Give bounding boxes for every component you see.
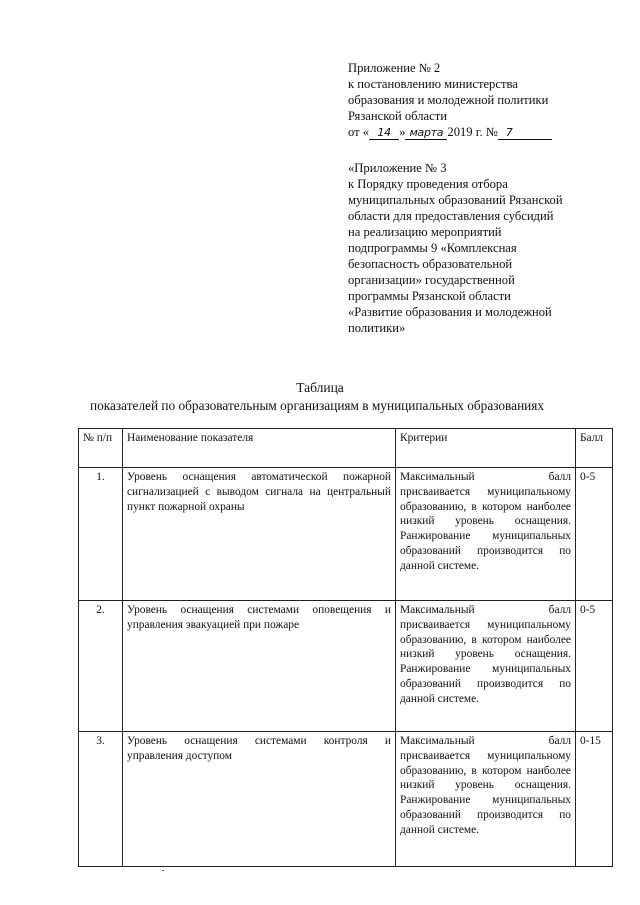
appendix-2-line-2: к постановлению министерства: [348, 77, 518, 91]
appendix-2-line-4: Рязанской области: [348, 109, 447, 123]
date-mid: »: [399, 125, 406, 139]
document-number-handwritten: 7: [498, 127, 552, 140]
row-indicator-name: Уровень оснащения системами оповещения и управления эвакуацией при пожаре: [123, 601, 396, 732]
row-criteria: Максимальный балл присваивается муниципальному образованию, в котором наиболее низкий уровень оснащения. Ранжирование муниципальных образований производится по данной системе.: [396, 601, 576, 732]
appendix-3-line: безопасность образовательной: [348, 257, 513, 271]
scan-speck: [162, 870, 164, 871]
header-indicator-name: Наименование показателя: [123, 429, 396, 468]
appendix-3-line: «Развитие образования и молодежной: [348, 305, 552, 319]
row-indicator-name: Уровень оснащения автоматической пожарной сигнализацией с выводом сигнала на центральный пункт пожарной охраны: [123, 468, 396, 601]
table-row: [79, 601, 613, 732]
date-day-handwritten: 14: [369, 127, 399, 140]
appendix-2-heading: Приложение № 2: [348, 61, 441, 75]
row-number: 3.: [79, 732, 123, 867]
table-row: [79, 732, 613, 867]
row-indicator-name: Уровень оснащения системами контроля и управления доступом: [123, 732, 396, 867]
table-header-row: [79, 429, 613, 468]
row-score: 0-15: [576, 732, 613, 867]
date-prefix: от «: [348, 125, 370, 139]
appendix-2-line-3: образования и молодежной политики: [348, 93, 549, 107]
header-criteria: Критерии: [396, 429, 576, 468]
header-number: № п/п: [79, 429, 123, 468]
appendix-3-line: к Порядку проведения отбора: [348, 177, 508, 191]
table-row: [79, 468, 613, 601]
row-criteria: Максимальный балл присваивается муниципальному образованию, в котором наиболее низкий уровень оснащения. Ранжирование муниципальных образований производится по данной системе.: [396, 468, 576, 601]
indicators-table: [78, 428, 613, 867]
appendix-3-line: организации» государственной: [348, 273, 515, 287]
date-month-handwritten: марта: [405, 127, 447, 140]
table-subtitle: показателей по образовательным организациям в муниципальных образованиях: [90, 398, 545, 413]
appendix-2-block: [348, 60, 598, 140]
table-title: Таблица: [296, 380, 344, 395]
appendix-3-line: подпрограммы 9 «Комплексная: [348, 241, 517, 255]
appendix-3-line: политики»: [348, 321, 406, 335]
row-score: 0-5: [576, 601, 613, 732]
row-criteria: Максимальный балл присваивается муниципальному образованию, в котором наиболее низкий уровень оснащения. Ранжирование муниципальных образований производится по данной системе.: [396, 732, 576, 867]
appendix-3-line: «Приложение № 3: [348, 161, 447, 175]
row-score: 0-5: [576, 468, 613, 601]
row-number: 1.: [79, 468, 123, 601]
appendix-3-line: муниципальных образований Рязанской: [348, 193, 563, 207]
appendix-3-block: [348, 160, 598, 336]
appendix-3-line: на реализацию мероприятий: [348, 225, 502, 239]
date-year: 2019 г. №: [447, 125, 498, 139]
appendix-3-line: программы Рязанской области: [348, 289, 511, 303]
appendix-3-line: области для предоставления субсидий: [348, 209, 554, 223]
header-score: Балл: [576, 429, 613, 468]
appendix-2-date-line: [348, 124, 598, 140]
row-number: 2.: [79, 601, 123, 732]
